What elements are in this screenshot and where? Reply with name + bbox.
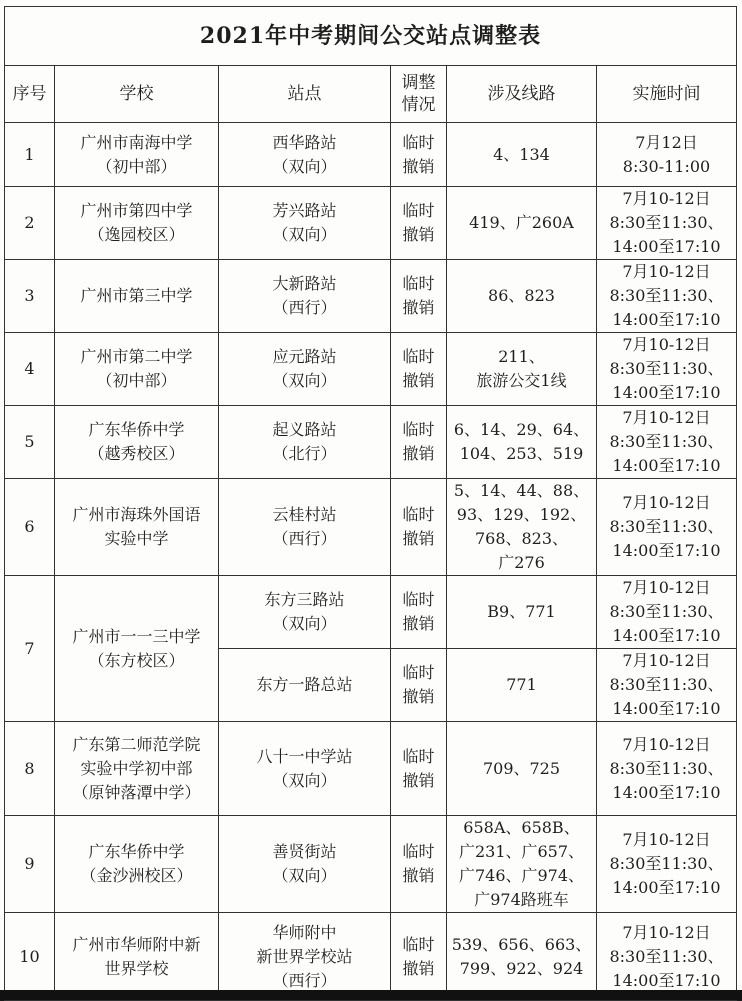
cell-time-line: 8:30至11:30、 (609, 758, 724, 778)
cell-school-line: （初中部） (96, 371, 177, 390)
cell-time (597, 649, 737, 722)
header-time: 实施时间 (597, 66, 737, 123)
cell-time-line: 8:30至11:30、 (609, 854, 724, 873)
cell-adjust (391, 406, 447, 479)
table-row (5, 722, 737, 816)
table-row (5, 913, 737, 1001)
cell-adjust (391, 816, 447, 913)
cell-routes-line: 86、823 (488, 286, 555, 305)
cell-adjust-line: 临时 (402, 420, 435, 439)
cell-station-line: （西行） (272, 970, 337, 990)
cell-station-line: （双向） (272, 614, 337, 633)
cell-school-line: 广州市华师附中新 (72, 934, 201, 954)
cell-school-line: 广州市一一三中学 (72, 626, 201, 646)
cell-number: 7 (5, 576, 55, 722)
cell-adjust (391, 913, 447, 1001)
cell-school-line: 广州市海珠外国语 (72, 505, 201, 524)
cell-school-line: 广州市第二中学 (80, 347, 193, 366)
cell-station (219, 123, 391, 187)
cell-time-line: 7月10-12日 (622, 578, 711, 597)
cell-adjust (391, 260, 447, 333)
cell-routes-line: 211、 (498, 347, 545, 366)
cell-school-line: 广东华侨中学 (88, 420, 185, 439)
cell-number: 10 (5, 913, 55, 1001)
cell-adjust (391, 576, 447, 649)
cell-adjust-line: 临时 (402, 201, 435, 220)
cell-time (597, 913, 737, 1001)
cell-routes (447, 722, 597, 816)
cell-routes-line: 旅游公交1线 (476, 371, 567, 390)
cell-school-line: （东方校区） (88, 650, 185, 670)
cell-routes-line: 658A、658B、 (463, 818, 580, 837)
header-row (5, 66, 737, 123)
header-school: 学校 (55, 66, 219, 123)
cell-school (55, 576, 219, 722)
cell-school-line: 广东第二师范学院 (72, 734, 201, 754)
cell-adjust (391, 333, 447, 406)
cell-routes (447, 479, 597, 576)
table-row (5, 479, 737, 576)
cell-routes-line: 广276 (498, 553, 545, 572)
cell-routes (447, 816, 597, 913)
cell-number: 8 (5, 722, 55, 816)
cell-routes-line: 539、656、663、 (451, 934, 592, 954)
cell-station-line: （双向） (272, 866, 337, 885)
table-row (5, 260, 737, 333)
cell-adjust-line: 临时 (402, 663, 435, 682)
cell-time (597, 816, 737, 913)
cell-adjust-line: 临时 (402, 590, 435, 609)
cell-time-line: 7月10-12日 (622, 493, 711, 512)
cell-school-line: 实验中学初中部 (80, 758, 193, 778)
cell-routes-line: 771 (506, 675, 537, 694)
cell-station-line: （双向） (272, 225, 337, 244)
cell-routes-line: 6、14、29、64、 (453, 420, 590, 439)
bottom-edge (0, 990, 742, 1000)
cell-station-line: 芳兴路站 (272, 201, 337, 220)
cell-routes-line: 104、253、519 (459, 444, 584, 463)
cell-adjust-line: 撤销 (402, 958, 435, 978)
cell-number: 6 (5, 479, 55, 576)
cell-adjust-line: 撤销 (402, 866, 435, 885)
cell-routes (447, 406, 597, 479)
title-row (5, 7, 737, 66)
cell-station-line: （双向） (272, 371, 337, 390)
cell-station-line: （西行） (272, 298, 337, 317)
cell-time-line: 8:30至11:30、 (609, 213, 724, 232)
bus-station-adjustment-table (4, 6, 737, 1001)
header-no: 序号 (5, 66, 55, 123)
cell-adjust-line: 撤销 (402, 156, 435, 176)
cell-adjust-line: 临时 (402, 934, 435, 954)
cell-routes-line: 广231、广657、 (458, 842, 585, 861)
cell-time-line: 7月10-12日 (622, 651, 711, 670)
cell-number: 4 (5, 333, 55, 406)
cell-number: 3 (5, 260, 55, 333)
header-routes: 涉及线路 (447, 66, 597, 123)
cell-time-line: 14:00至17:10 (612, 237, 721, 256)
cell-adjust-line: 临时 (402, 347, 435, 366)
cell-station (219, 406, 391, 479)
cell-time-line: 7月10-12日 (622, 335, 711, 354)
cell-station-line: 善贤街站 (272, 842, 337, 861)
table-row (5, 816, 737, 913)
cell-routes-line: 709、725 (482, 758, 561, 778)
cell-time (597, 479, 737, 576)
cell-station-line: 大新路站 (272, 274, 337, 293)
cell-adjust (391, 722, 447, 816)
cell-adjust-line: 撤销 (402, 225, 435, 244)
cell-station-line: 应元路站 (272, 347, 337, 366)
cell-adjust-line: 临时 (402, 132, 435, 152)
cell-school-line: （越秀校区） (88, 444, 185, 463)
cell-school-line: 广州市第四中学 (80, 201, 193, 220)
cell-time-line: 14:00至17:10 (612, 310, 721, 329)
cell-routes-line: B9、771 (487, 602, 556, 621)
cell-time (597, 260, 737, 333)
cell-routes-line: 768、823、 (474, 529, 569, 548)
header-adjust (391, 66, 447, 123)
cell-station-line: 西华路站 (272, 132, 337, 152)
cell-station (219, 576, 391, 649)
cell-station-line: （双向） (272, 156, 337, 176)
header-adjust-line1: 调整 (401, 73, 436, 93)
cell-time (597, 576, 737, 649)
cell-time-line: 7月10-12日 (622, 734, 711, 754)
cell-time (597, 123, 737, 187)
cell-time-line: 8:30至11:30、 (609, 946, 724, 966)
cell-school (55, 333, 219, 406)
cell-school (55, 187, 219, 260)
cell-school-line: 广州市第三中学 (80, 286, 193, 305)
cell-station-line: （双向） (272, 770, 337, 790)
cell-time (597, 406, 737, 479)
cell-adjust-line: 撤销 (402, 614, 435, 633)
cell-time (597, 187, 737, 260)
cell-time-line: 8:30-11:00 (622, 156, 711, 176)
cell-routes (447, 576, 597, 649)
cell-school (55, 816, 219, 913)
cell-school (55, 479, 219, 576)
table-row (5, 576, 737, 649)
cell-time-line: 8:30至11:30、 (609, 675, 724, 694)
cell-station (219, 333, 391, 406)
cell-adjust-line: 撤销 (402, 371, 435, 390)
cell-station-line: 新世界学校站 (256, 946, 353, 966)
cell-station-line: 云桂村站 (272, 505, 337, 524)
table-row (5, 333, 737, 406)
cell-station (219, 260, 391, 333)
cell-adjust-line: 临时 (402, 505, 435, 524)
cell-time-line: 7月10-12日 (622, 262, 711, 281)
cell-routes-line: 93、129、192、 (456, 505, 587, 524)
cell-school (55, 260, 219, 333)
cell-routes-line: 4、134 (493, 144, 550, 164)
header-adjust-line2: 情况 (401, 95, 436, 115)
cell-routes (447, 187, 597, 260)
cell-station-line: 东方三路站 (264, 590, 345, 609)
table-body (5, 123, 737, 1001)
cell-time (597, 722, 737, 816)
cell-adjust-line: 撤销 (402, 444, 435, 463)
cell-station (219, 479, 391, 576)
cell-adjust-line: 撤销 (402, 529, 435, 548)
cell-number: 2 (5, 187, 55, 260)
cell-routes-line: 广974路班车 (474, 890, 569, 909)
cell-station (219, 187, 391, 260)
cell-school-line: （原钟落潭中学） (72, 782, 201, 802)
cell-number: 1 (5, 123, 55, 187)
cell-routes (447, 333, 597, 406)
cell-routes-line: 5、14、44、88、 (453, 481, 590, 500)
cell-school-line: （逸园校区） (88, 225, 185, 244)
cell-adjust (391, 649, 447, 722)
cell-station (219, 722, 391, 816)
cell-time-line: 8:30至11:30、 (609, 432, 724, 451)
cell-routes-line: 广746、广974、 (458, 866, 585, 885)
cell-school (55, 123, 219, 187)
cell-station-line: （北行） (272, 444, 337, 463)
cell-time-line: 14:00至17:10 (612, 541, 721, 560)
cell-time-line: 14:00至17:10 (612, 782, 721, 802)
cell-time-line: 14:00至17:10 (612, 383, 721, 402)
cell-station-line: 华师附中 (272, 922, 337, 942)
cell-adjust-line: 撤销 (402, 770, 435, 790)
table-row (5, 187, 737, 260)
cell-school-line: 世界学校 (104, 958, 169, 978)
cell-time (597, 333, 737, 406)
cell-time-line: 8:30至11:30、 (609, 602, 724, 621)
cell-school-line: （金沙洲校区） (80, 866, 193, 885)
cell-school-line: 广州市南海中学 (80, 132, 193, 152)
cell-school (55, 913, 219, 1001)
cell-time-line: 14:00至17:10 (612, 456, 721, 475)
cell-adjust-line: 撤销 (402, 687, 435, 706)
cell-school-line: 广东华侨中学 (88, 842, 185, 861)
cell-time-line: 7月10-12日 (622, 922, 711, 942)
cell-adjust (391, 479, 447, 576)
cell-school (55, 406, 219, 479)
cell-adjust (391, 187, 447, 260)
cell-station-line: 起义路站 (272, 420, 337, 439)
cell-time-line: 8:30至11:30、 (609, 286, 724, 305)
cell-adjust-line: 临时 (402, 842, 435, 861)
cell-routes (447, 260, 597, 333)
cell-school-line: （初中部） (96, 156, 177, 176)
cell-school (55, 722, 219, 816)
cell-time-line: 7月10-12日 (622, 830, 711, 849)
cell-routes (447, 649, 597, 722)
cell-routes (447, 123, 597, 187)
cell-routes-line: 799、922、924 (459, 958, 584, 978)
table-row (5, 406, 737, 479)
cell-time-line: 8:30至11:30、 (609, 359, 724, 378)
cell-routes-line: 419、广260A (469, 213, 574, 232)
cell-time-line: 14:00至17:10 (612, 878, 721, 897)
cell-station-line: （西行） (272, 529, 337, 548)
cell-time-line: 8:30至11:30、 (609, 517, 724, 536)
cell-station-line: 东方一路总站 (256, 675, 353, 694)
cell-time-line: 7月12日 (635, 132, 698, 152)
cell-routes (447, 913, 597, 1001)
cell-adjust-line: 撤销 (402, 298, 435, 317)
cell-station (219, 816, 391, 913)
cell-number: 5 (5, 406, 55, 479)
cell-station (219, 913, 391, 1001)
cell-time-line: 7月10-12日 (622, 189, 711, 208)
cell-time-line: 14:00至17:10 (612, 626, 721, 645)
table-title: 2021年中考期间公交站点调整表 (5, 7, 737, 66)
cell-time-line: 7月10-12日 (622, 408, 711, 427)
cell-time-line: 14:00至17:10 (612, 699, 721, 718)
cell-station (219, 649, 391, 722)
cell-adjust (391, 123, 447, 187)
cell-adjust-line: 临时 (402, 746, 435, 766)
table-row (5, 123, 737, 187)
cell-number: 9 (5, 816, 55, 913)
header-station: 站点 (219, 66, 391, 123)
cell-time-line: 14:00至17:10 (612, 970, 721, 990)
cell-adjust-line: 临时 (402, 274, 435, 293)
cell-station-line: 八十一中学站 (256, 746, 353, 766)
cell-school-line: 实验中学 (104, 529, 169, 548)
